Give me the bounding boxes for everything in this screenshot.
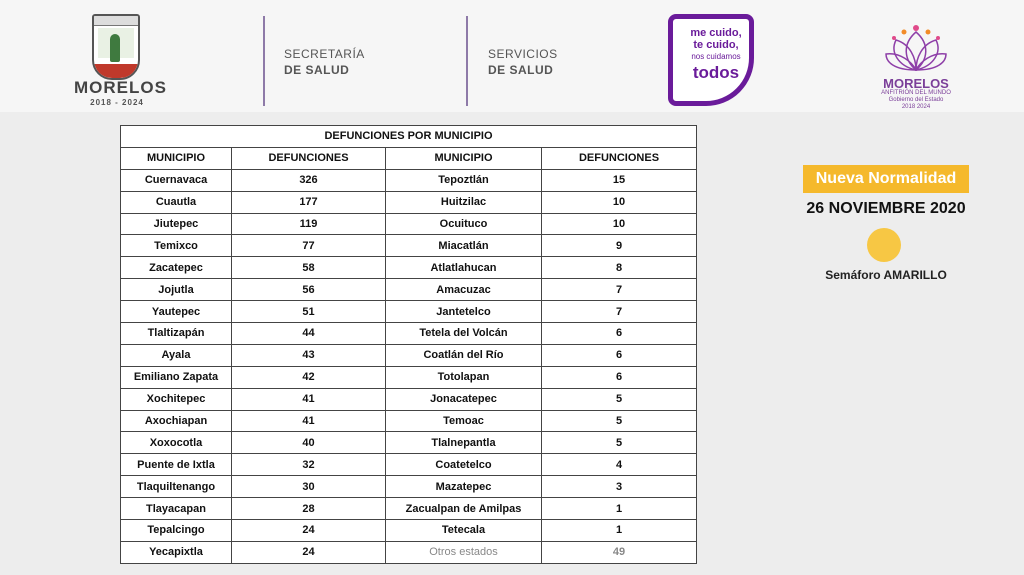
table-row — [121, 235, 697, 257]
divider — [466, 16, 468, 106]
defunciones-cell: 30 — [232, 476, 386, 498]
municipio-cell: Tlalnepantla — [386, 432, 542, 454]
municipio-cell: Temixco — [121, 235, 232, 257]
defunciones-cell: 7 — [542, 301, 697, 323]
deaths-by-municipality-table — [120, 125, 697, 564]
column-header-municipio: MUNICIPIO — [121, 147, 232, 169]
defunciones-cell: 41 — [232, 388, 386, 410]
defunciones-cell: 1 — [542, 520, 697, 542]
municipio-cell: Zacualpan de Amilpas — [386, 498, 542, 520]
morelos-coat-of-arms-logo — [92, 14, 140, 80]
state-years: 2018 - 2024 — [90, 98, 144, 107]
table-row — [121, 323, 697, 345]
municipio-cell: Xochitepec — [121, 388, 232, 410]
municipio-cell: Tlaquiltenango — [121, 476, 232, 498]
municipio-cell: Emiliano Zapata — [121, 366, 232, 388]
municipio-cell: Jiutepec — [121, 213, 232, 235]
table-row — [121, 476, 697, 498]
servicios-salud-label: SERVICIOS DE SALUD — [488, 47, 558, 77]
morelos-anfitrion-logo-text: MORELOS — [883, 76, 949, 91]
defunciones-cell: 77 — [232, 235, 386, 257]
defunciones-cell: 43 — [232, 344, 386, 366]
defunciones-cell: 6 — [542, 344, 697, 366]
defunciones-cell: 44 — [232, 323, 386, 345]
municipio-cell: Temoac — [386, 410, 542, 432]
semaforo-status-label: Semáforo AMARILLO — [825, 268, 947, 282]
nueva-normalidad-badge: Nueva Normalidad — [803, 165, 969, 193]
state-name: MORELOS — [74, 78, 167, 97]
municipio-cell: Tlaltizapán — [121, 323, 232, 345]
defunciones-cell: 4 — [542, 454, 697, 476]
municipio-cell: Yautepec — [121, 301, 232, 323]
table-row — [121, 432, 697, 454]
municipio-cell: Coatlán del Río — [386, 344, 542, 366]
defunciones-cell: 40 — [232, 432, 386, 454]
municipio-cell: Atlatlahucan — [386, 257, 542, 279]
defunciones-cell: 8 — [542, 257, 697, 279]
municipio-cell: Huitzilac — [386, 191, 542, 213]
municipio-cell: Yecapixtla — [121, 541, 232, 563]
defunciones-cell: 6 — [542, 366, 697, 388]
defunciones-cell: 56 — [232, 279, 386, 301]
municipio-cell: Tlayacapan — [121, 498, 232, 520]
municipio-cell: Tetecala — [386, 520, 542, 542]
defunciones-cell: 177 — [232, 191, 386, 213]
table-row — [121, 454, 697, 476]
municipio-cell: Tepalcingo — [121, 520, 232, 542]
municipio-cell: Puente de Ixtla — [121, 454, 232, 476]
table-row — [121, 498, 697, 520]
defunciones-cell: 51 — [232, 301, 386, 323]
defunciones-cell: 42 — [232, 366, 386, 388]
defunciones-cell: 58 — [232, 257, 386, 279]
municipio-cell: Otros estados — [386, 541, 542, 563]
column-header-defunciones: DEFUNCIONES — [232, 147, 386, 169]
municipio-cell: Cuernavaca — [121, 169, 232, 191]
table-row — [121, 410, 697, 432]
municipio-cell: Totolapan — [386, 366, 542, 388]
semaforo-indicator-dot — [867, 228, 901, 262]
municipio-cell: Jonacatepec — [386, 388, 542, 410]
municipio-cell: Tepoztlán — [386, 169, 542, 191]
municipio-cell: Ayala — [121, 344, 232, 366]
header-bar — [0, 0, 1024, 112]
campaign-logo: me cuido, te cuido, nos cuidamos todos — [668, 14, 754, 106]
defunciones-cell: 3 — [542, 476, 697, 498]
flower-logo-icon — [884, 22, 948, 74]
table-row — [121, 344, 697, 366]
defunciones-cell: 49 — [542, 541, 697, 563]
table-title: DEFUNCIONES POR MUNICIPIO — [121, 126, 697, 148]
municipio-cell: Cuautla — [121, 191, 232, 213]
secretaria-salud-label: SECRETARÍA DE SALUD — [284, 47, 365, 77]
table-row — [121, 213, 697, 235]
divider — [263, 16, 265, 106]
municipio-cell: Mazatepec — [386, 476, 542, 498]
municipio-cell: Jojutla — [121, 279, 232, 301]
municipio-cell: Zacatepec — [121, 257, 232, 279]
table-row — [121, 279, 697, 301]
municipio-cell: Amacuzac — [386, 279, 542, 301]
column-header-municipio: MUNICIPIO — [386, 147, 542, 169]
municipio-cell: Jantetelco — [386, 301, 542, 323]
table-row — [121, 301, 697, 323]
defunciones-cell: 326 — [232, 169, 386, 191]
table-row — [121, 541, 697, 563]
report-date: 26 NOVIEMBRE 2020 — [806, 200, 966, 217]
defunciones-cell: 1 — [542, 498, 697, 520]
logo-subtitle: ANFITRIÓN DEL MUNDO Gobierno del Estado 2018 2024 — [881, 90, 951, 110]
defunciones-cell: 6 — [542, 323, 697, 345]
defunciones-cell: 41 — [232, 410, 386, 432]
defunciones-cell: 24 — [232, 520, 386, 542]
defunciones-cell: 9 — [542, 235, 697, 257]
defunciones-cell: 32 — [232, 454, 386, 476]
defunciones-cell: 15 — [542, 169, 697, 191]
table-row — [121, 366, 697, 388]
defunciones-cell: 5 — [542, 388, 697, 410]
table-row — [121, 169, 697, 191]
table-row — [121, 191, 697, 213]
table-row — [121, 257, 697, 279]
table-row — [121, 520, 697, 542]
defunciones-cell: 5 — [542, 432, 697, 454]
defunciones-cell: 28 — [232, 498, 386, 520]
table-row — [121, 388, 697, 410]
defunciones-cell: 24 — [232, 541, 386, 563]
municipio-cell: Ocuituco — [386, 213, 542, 235]
defunciones-cell: 5 — [542, 410, 697, 432]
defunciones-cell: 119 — [232, 213, 386, 235]
municipio-cell: Miacatlán — [386, 235, 542, 257]
defunciones-cell: 10 — [542, 191, 697, 213]
municipio-cell: Axochiapan — [121, 410, 232, 432]
municipio-cell: Tetela del Volcán — [386, 323, 542, 345]
defunciones-cell: 10 — [542, 213, 697, 235]
municipio-cell: Xoxocotla — [121, 432, 232, 454]
column-header-defunciones: DEFUNCIONES — [542, 147, 697, 169]
defunciones-cell: 7 — [542, 279, 697, 301]
municipio-cell: Coatetelco — [386, 454, 542, 476]
